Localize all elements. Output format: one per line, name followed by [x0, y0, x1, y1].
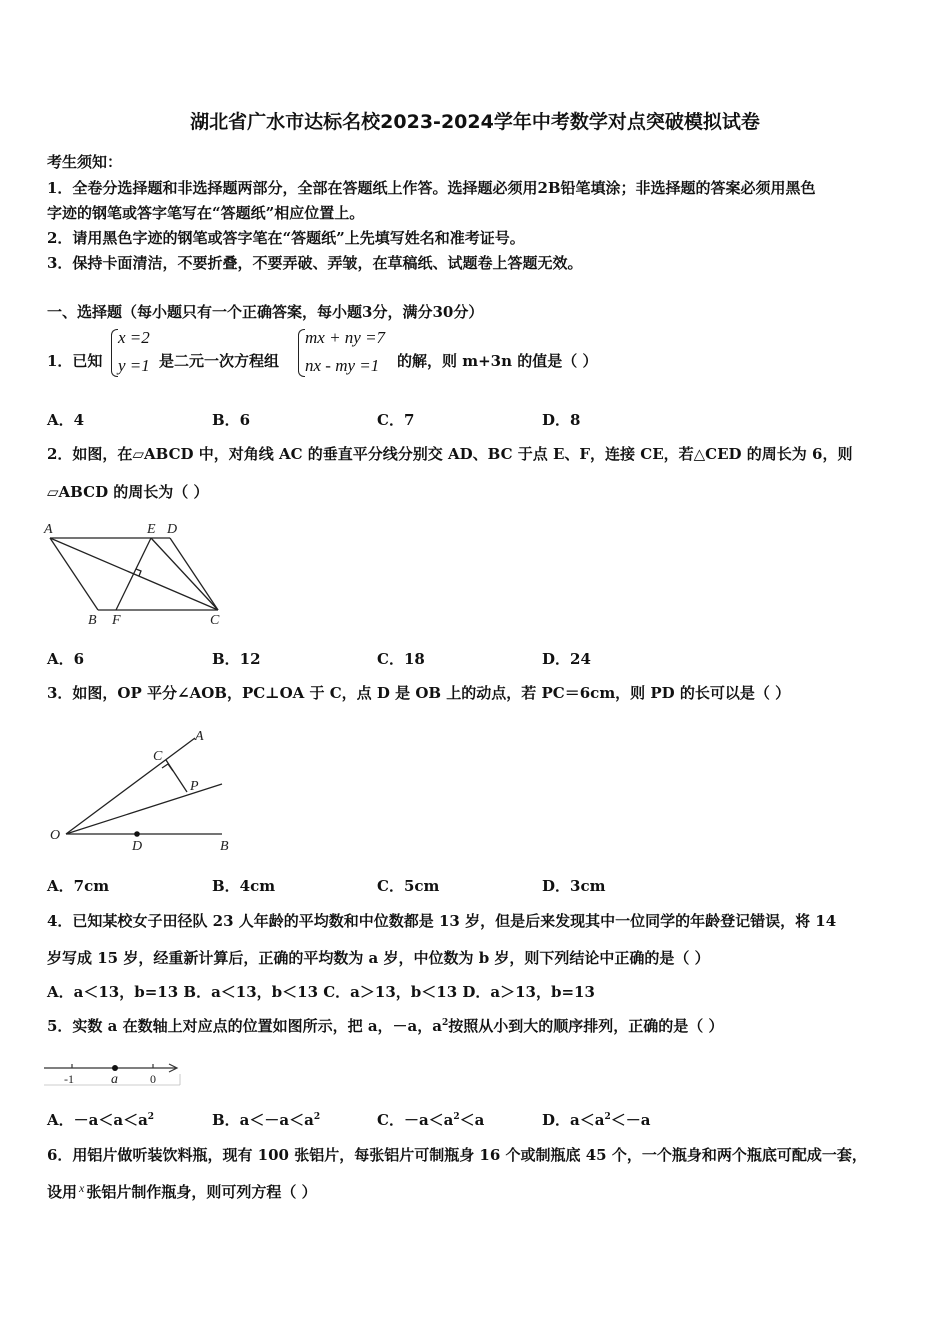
notice-item: 3．保持卡面清洁，不要折叠，不要弄破、弄皱，在草稿纸、试题卷上答题无效。: [47, 254, 583, 272]
q3-angle-figure: [40, 722, 250, 862]
ray-oa: [66, 738, 195, 834]
q1-sys2-eq2: nx - my =1: [305, 356, 380, 375]
label-b: B: [220, 839, 229, 854]
section-heading: 一、选择题（每小题只有一个正确答案，每小题3分，满分30分）: [47, 303, 484, 321]
notice-heading: 考生须知：: [47, 153, 123, 171]
q5-option-a: A．$-a<a<a^2$: [47, 1111, 155, 1129]
q5-number-line: [40, 1052, 190, 1092]
q5-option-b: B．$a<-a<a^2$: [212, 1111, 321, 1129]
q1-prefix: 1．已知: [47, 352, 103, 370]
q1-option-a: A．4: [47, 411, 85, 429]
q1-option-c: C．7: [377, 411, 415, 429]
q5-text: 5．实数 a 在数轴上对应点的位置如图所示，把 a，－a，$a^2$按照从小到大的顺序排列，正确的是（ ）: [47, 1017, 724, 1035]
label-a: A: [44, 522, 53, 537]
notice-item: 2．请用黑色字迹的钢笔或答字笔在“答题纸”上先填写姓名和准考证号。: [47, 229, 525, 247]
q2-text-line1: 2．如图，在▱ABCD 中，对角线 AC 的垂直平分线分别交 AD、BC 于点 E、F，连接 CE，若△CED 的周长为 6，则: [47, 445, 853, 463]
q1-sys1-eq1: x =2: [118, 328, 150, 347]
q6-text-line2: 设用 $^x$ 张铝片制作瓶身，则可列方程（ ）: [47, 1181, 317, 1201]
ray-op: [66, 784, 222, 834]
q4-text-line1: 4．已知某校女子田径队 23 人年龄的平均数和中位数都是 13 岁，但是后来发现其中一位同学的年龄登记错误，将 14: [47, 912, 837, 930]
q3-option-b: B．4cm: [212, 877, 276, 895]
label-e: E: [147, 522, 156, 537]
label-a: a: [111, 1072, 118, 1087]
q1-sys1-eq2: y =1: [118, 356, 150, 375]
label-c: C: [210, 613, 220, 628]
q5-option-d: D．$a<a^2<-a$: [542, 1111, 651, 1129]
label-zero: 0: [150, 1072, 156, 1086]
label-minus-one: -1: [64, 1072, 74, 1086]
segment-ce: [151, 538, 218, 610]
label-a: A: [195, 729, 204, 744]
q2-text-line2: ▱ABCD 的周长为（ ）: [47, 483, 209, 501]
segment-ef: [116, 538, 151, 610]
label-d: D: [167, 522, 178, 537]
point-d: [134, 831, 140, 837]
q2-parallelogram-figure: [40, 515, 240, 630]
q1-option-b: B．6: [212, 411, 251, 429]
q4-options: A．a＜13，b=13 B．a＜13，b＜13 C．a＞13，b＜13 D．a＞13，b=13: [47, 983, 595, 1001]
q1-sys2-eq1: mx + ny =7: [305, 328, 386, 347]
q5-option-c: C．$-a<a^2<a$: [377, 1111, 485, 1129]
label-d: D: [132, 839, 143, 854]
label-o: O: [50, 828, 61, 843]
label-b: B: [88, 613, 97, 628]
q1-mid: 是二元一次方程组: [159, 352, 280, 370]
q3-option-d: D．3cm: [542, 877, 606, 895]
q1-brace-1: [111, 329, 118, 377]
q3-option-c: C．5cm: [377, 877, 440, 895]
q1-brace-2: [298, 329, 305, 377]
q1-option-d: D．8: [542, 411, 581, 429]
q3-text: 3．如图，OP 平分∠AOB，PC⊥OA 于 C，点 D 是 OB 上的动点，若 PC＝6cm，则 PD 的长可以是（ ）: [47, 684, 791, 702]
q6-text-line1: 6．用铝片做听装饮料瓶，现有 100 张铝片，每张铝片可制瓶身 16 个或制瓶底 45 个，一个瓶身和两个瓶底可配成一套，: [47, 1146, 867, 1164]
point-a: [112, 1065, 118, 1071]
label-f: F: [112, 613, 121, 628]
q1-suffix: 的解，则 m+3n 的值是（ ）: [397, 352, 598, 370]
notice-item: 字迹的钢笔或答字笔写在“答题纸”相应位置上。: [47, 204, 365, 222]
q4-text-line2: 岁写成 15 岁，经重新计算后，正确的平均数为 a 岁，中位数为 b 岁，则下列结论中正确的是（ ）: [47, 949, 710, 967]
label-c: C: [153, 749, 163, 764]
label-p: P: [190, 779, 199, 794]
q2-option-d: D．24: [542, 650, 591, 668]
page-title: 湖北省广水市达标名校2023-2024学年中考数学对点突破模拟试卷: [190, 111, 760, 133]
q3-option-a: A．7cm: [47, 877, 110, 895]
q2-option-c: C．18: [377, 650, 425, 668]
q2-option-b: B．12: [212, 650, 261, 668]
q2-option-a: A．6: [47, 650, 85, 668]
notice-item: 1．全卷分选择题和非选择题两部分，全部在答题纸上作答。选择题必须用2B铅笔填涂；非选择题的答案必须用黑色: [47, 179, 816, 197]
